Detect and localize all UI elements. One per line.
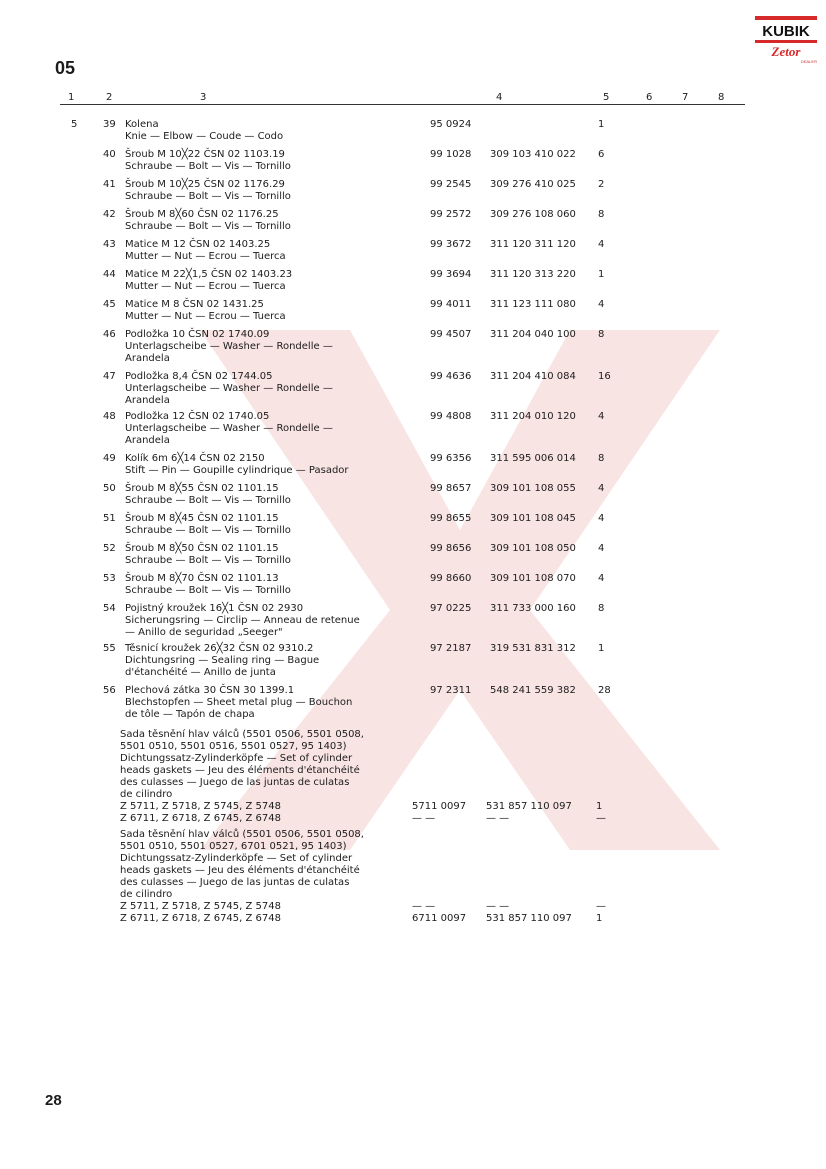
row-order-number: 309 103 410 022 [490,149,576,160]
set-part-number: 5711 0097 [412,801,467,812]
row-description: Mutter — Nut — Ecrou — Tuerca [125,281,286,292]
set-description: 5501 0510, 5501 0516, 5501 0527, 95 1403) [120,741,347,752]
row-order-number: 311 123 111 080 [490,299,576,310]
set-part-number: — — [412,813,436,824]
row-description: d'étanchéité — Anillo de junta [125,667,276,678]
row-order-number: 311 733 000 160 [490,603,576,614]
row-part-number: 99 8655 [430,513,472,524]
set-description: heads gaskets — Jeu des éléments d'étanchéité [120,865,360,876]
row-position: 56 [103,685,116,696]
row-order-number: 309 101 108 050 [490,543,576,554]
row-part-number: 99 8656 [430,543,472,554]
set-description: de cilindro [120,889,173,900]
row-part-number: 99 2545 [430,179,472,190]
row-group: 5 [71,119,78,130]
logo-dealer: DEALER [800,59,817,64]
row-description: Šroub M 8╳45 ČSN 02 1101.15 [125,513,279,524]
row-quantity: 4 [598,573,605,584]
row-description: Mutter — Nut — Ecrou — Tuerca [125,251,286,262]
row-order-number: 309 101 108 070 [490,573,576,584]
set-part-number: — — [412,901,436,912]
set-quantity: 1 [596,801,603,812]
row-description: Schraube — Bolt — Vis — Tornillo [125,585,291,596]
row-description: Kolena [125,119,159,130]
row-quantity: 4 [598,411,605,422]
set-models: Z 5711, Z 5718, Z 5745, Z 5748 [120,801,281,812]
row-description: Arandela [125,353,170,364]
row-description: Podložka 10 ČSN 02 1740.09 [125,329,270,340]
row-position: 55 [103,643,116,654]
row-quantity: 8 [598,453,605,464]
row-quantity: 28 [598,685,611,696]
row-order-number: 319 531 831 312 [490,643,576,654]
row-part-number: 97 0225 [430,603,472,614]
row-description: Pojistný kroužek 16╳1 ČSN 02 2930 [125,603,304,614]
set-part-number: 6711 0097 [412,913,467,924]
set-description: des culasses — Juego de las juntas de culatas [120,777,350,788]
row-order-number: 311 204 010 120 [490,411,576,422]
col-header-5: 5 [603,92,610,103]
row-description: Šroub M 8╳50 ČSN 02 1101.15 [125,543,279,554]
row-description: Stift — Pin — Goupille cylindrique — Pasador [125,465,349,476]
row-description: Těsnicí kroužek 26╳32 ČSN 02 9310.2 [125,643,314,654]
set-quantity: 1 [596,913,603,924]
row-order-number: 309 276 410 025 [490,179,576,190]
row-position: 44 [103,269,116,280]
row-description: Podložka 8,4 ČSN 02 1744.05 [125,371,273,382]
set-description: des culasses — Juego de las juntas de culatas [120,877,350,888]
row-description: Matice M 22╳1,5 ČSN 02 1403.23 [125,269,293,280]
row-part-number: 99 8660 [430,573,472,584]
row-order-number: 311 120 313 220 [490,269,576,280]
row-description: Arandela [125,435,170,446]
row-part-number: 99 4808 [430,411,472,422]
set-models: Z 6711, Z 6718, Z 6745, Z 6748 [120,913,281,924]
row-description: Šroub M 10╳22 ČSN 02 1103.19 [125,149,285,160]
row-order-number: 309 101 108 055 [490,483,576,494]
set-order-number: 531 857 110 097 [486,801,572,812]
row-quantity: 6 [598,149,605,160]
row-quantity: 1 [598,643,605,654]
row-order-number: 309 101 108 045 [490,513,576,524]
set-description: 5501 0510, 5501 0527, 6701 0521, 95 1403) [120,841,347,852]
header-rule [60,104,745,105]
row-quantity: 4 [598,239,605,250]
row-part-number: 99 1028 [430,149,472,160]
set-description: de cilindro [120,789,173,800]
row-quantity: 4 [598,299,605,310]
row-description: de tôle — Tapón de chapa [125,709,255,720]
col-header-4: 4 [496,92,503,103]
row-position: 46 [103,329,116,340]
row-position: 42 [103,209,116,220]
row-quantity: 4 [598,513,605,524]
col-header-6: 6 [646,92,653,103]
row-description: Schraube — Bolt — Vis — Tornillo [125,555,291,566]
row-position: 41 [103,179,116,190]
row-description: Šroub M 8╳70 ČSN 02 1101.13 [125,573,279,584]
row-position: 39 [103,119,116,130]
row-description: — Anillo de seguridad „Seeger" [125,627,283,638]
row-quantity: 2 [598,179,605,190]
row-part-number: 99 2572 [430,209,472,220]
col-header-3: 3 [200,92,207,103]
row-description: Šroub M 8╳55 ČSN 02 1101.15 [125,483,279,494]
row-order-number: 311 204 040 100 [490,329,576,340]
row-part-number: 99 4011 [430,299,472,310]
set-description: Sada těsnění hlav válců (5501 0506, 5501 0508, [120,829,364,840]
kubik-zetor-logo [755,14,817,64]
row-position: 47 [103,371,116,382]
row-quantity: 8 [598,329,605,340]
row-description: Schraube — Bolt — Vis — Tornillo [125,525,291,536]
set-description: Dichtungssatz-Zylinderköpfe — Set of cylinder [120,753,353,764]
row-position: 51 [103,513,116,524]
row-order-number: 311 120 311 120 [490,239,576,250]
logo-brand: KUBIK [762,23,810,40]
row-part-number: 97 2311 [430,685,472,696]
row-part-number: 97 2187 [430,643,472,654]
row-description: Matice M 12 ČSN 02 1403.25 [125,239,271,250]
set-quantity: — [596,901,606,912]
row-order-number: 311 204 410 084 [490,371,576,382]
row-part-number: 99 6356 [430,453,472,464]
col-header-7: 7 [682,92,689,103]
row-part-number: 99 3672 [430,239,472,250]
row-description: Schraube — Bolt — Vis — Tornillo [125,221,291,232]
set-order-number: — — [486,901,510,912]
row-quantity: 8 [598,209,605,220]
row-order-number: 548 241 559 382 [490,685,576,696]
row-description: Sicherungsring — Circlip — Anneau de retenue [125,615,360,626]
section-number: 05 [55,58,76,78]
row-description: Šroub M 10╳25 ČSN 02 1176.29 [125,179,285,190]
set-order-number: 531 857 110 097 [486,913,572,924]
row-quantity: 4 [598,543,605,554]
set-description: Sada těsnění hlav válců (5501 0506, 5501 0508, [120,729,364,740]
set-description: Dichtungssatz-Zylinderköpfe — Set of cylinder [120,853,353,864]
row-quantity: 4 [598,483,605,494]
row-part-number: 99 4507 [430,329,472,340]
row-position: 50 [103,483,116,494]
row-part-number: 99 3694 [430,269,472,280]
row-position: 45 [103,299,116,310]
row-order-number: 311 595 006 014 [490,453,576,464]
col-header-1: 1 [68,92,75,103]
row-order-number: 309 276 108 060 [490,209,576,220]
row-position: 40 [103,149,116,160]
row-description: Unterlagscheibe — Washer — Rondelle — [125,423,333,434]
row-description: Knie — Elbow — Coude — Codo [125,131,284,142]
row-position: 52 [103,543,116,554]
row-part-number: 99 4636 [430,371,472,382]
row-position: 49 [103,453,116,464]
row-quantity: 1 [598,119,605,130]
row-part-number: 95 0924 [430,119,472,130]
row-quantity: 1 [598,269,605,280]
row-description: Šroub M 8╳60 ČSN 02 1176.25 [125,209,279,220]
set-order-number: — — [486,813,510,824]
row-position: 54 [103,603,116,614]
row-description: Blechstopfen — Sheet metal plug — Bouchon [125,697,353,708]
set-models: Z 6711, Z 6718, Z 6745, Z 6748 [120,813,281,824]
page-number: 28 [45,1092,62,1109]
col-header-2: 2 [106,92,113,103]
row-description: Kolík 6m 6╳14 ČSN 02 2150 [125,453,265,464]
row-quantity: 8 [598,603,605,614]
row-position: 43 [103,239,116,250]
row-description: Schraube — Bolt — Vis — Tornillo [125,191,291,202]
row-description: Podložka 12 ČSN 02 1740.05 [125,411,270,422]
row-position: 53 [103,573,116,584]
row-description: Mutter — Nut — Ecrou — Tuerca [125,311,286,322]
row-position: 48 [103,411,116,422]
logo-sub: Zetor [771,44,801,59]
row-part-number: 99 8657 [430,483,472,494]
row-description: Schraube — Bolt — Vis — Tornillo [125,161,291,172]
col-header-8: 8 [718,92,725,103]
row-quantity: 16 [598,371,611,382]
row-description: Unterlagscheibe — Washer — Rondelle — [125,383,333,394]
row-description: Matice M 8 ČSN 02 1431.25 [125,299,264,310]
set-description: heads gaskets — Jeu des éléments d'étanchéité [120,765,360,776]
row-description: Schraube — Bolt — Vis — Tornillo [125,495,291,506]
row-description: Arandela [125,395,170,406]
row-description: Plechová zátka 30 ČSN 30 1399.1 [125,685,295,696]
row-description: Unterlagscheibe — Washer — Rondelle — [125,341,333,352]
set-quantity: — [596,813,606,824]
row-description: Dichtungsring — Sealing ring — Bague [125,655,320,666]
set-models: Z 5711, Z 5718, Z 5745, Z 5748 [120,901,281,912]
